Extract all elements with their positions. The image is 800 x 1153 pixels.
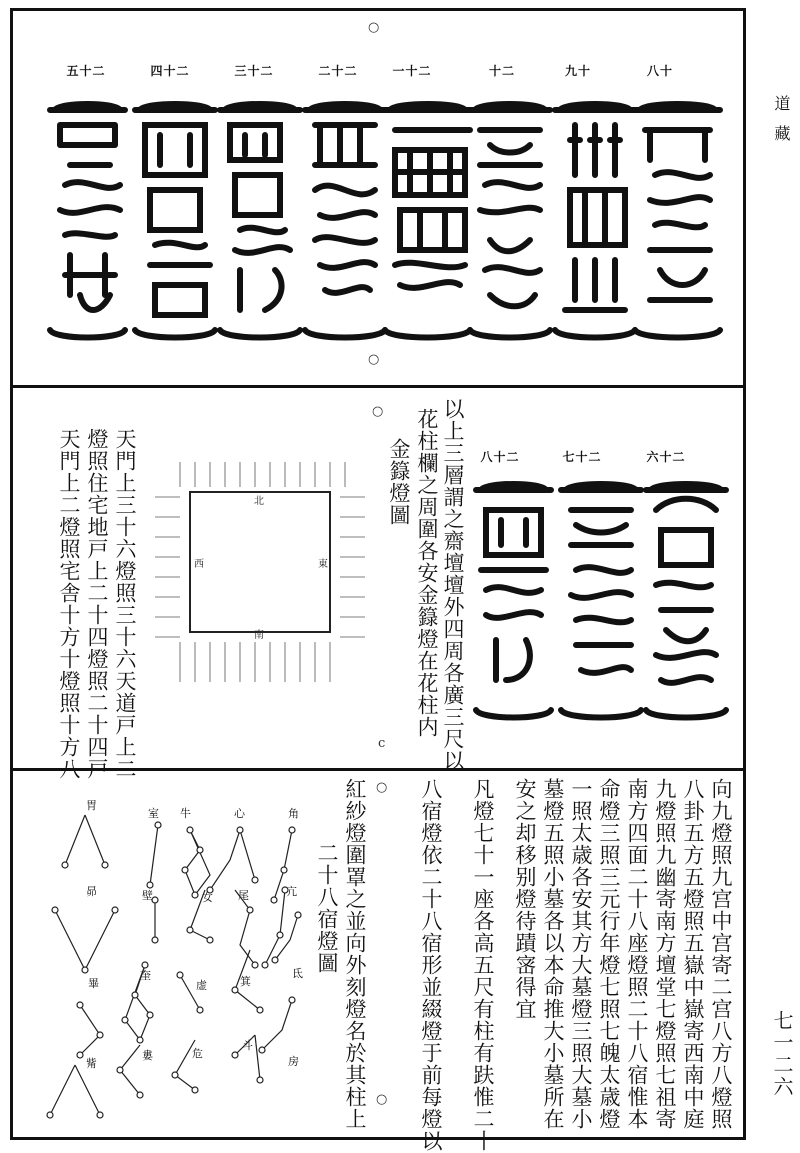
text-column: 向九燈照九宫中宫寄二宫八方八燈照	[709, 778, 733, 1130]
text-column: 安之却移别燈待蹟宻得宜	[513, 778, 537, 1020]
star-label: 斗	[242, 1039, 253, 1052]
text-column: 紅紗燈圍罩之並向外刻燈名於其柱上	[343, 778, 367, 1130]
text-column: 命燈三照三元行年燈七照七魄太歳燈	[597, 778, 621, 1130]
diagram-east-label: 東	[318, 559, 328, 570]
text-column: 墓燈五照小墓各以本命推大小墓所在	[541, 778, 565, 1130]
diagram-title: 金籙燈圖	[387, 438, 411, 526]
constellation-chart	[30, 800, 310, 1120]
diagram-south-label: 南	[254, 630, 264, 641]
talisman-seal	[50, 104, 125, 338]
talisman-seal	[135, 104, 215, 338]
talisman-seal	[385, 104, 470, 338]
text-column: 燈照住宅地戸上二十四燈照二十四戸	[85, 428, 109, 780]
talisman-label: 五十二	[66, 64, 106, 78]
star-label: 畢	[88, 977, 99, 990]
text-column: 天門上三十六燈照三十六天道戸上二	[113, 428, 137, 780]
star-label: 壁	[142, 889, 153, 902]
constellation-lines	[50, 815, 298, 1115]
text-column: 九燈照九幽寄南方壇堂七燈照七祖寄	[653, 778, 677, 1130]
star-label: 尾	[238, 889, 249, 902]
page-number: 七一二六	[770, 1010, 794, 1098]
star-label: 箕	[240, 975, 251, 988]
star-label: 昴	[86, 885, 97, 898]
text-column: 花柱欄之周圍各安金籙燈在花柱内	[415, 408, 439, 738]
star-label: 胃	[86, 799, 97, 812]
talisman-seal	[476, 484, 551, 718]
talisman-seal	[305, 104, 385, 338]
talisman-label: 二十二	[318, 64, 358, 78]
text-column: 凡燈七十一座各高五尺有柱有趺惟二十	[471, 778, 495, 1152]
talisman-seal	[646, 484, 726, 718]
talisman-seal	[470, 104, 550, 338]
star-label: 女	[202, 891, 213, 904]
talisman-label: 九十	[564, 64, 592, 78]
circle-mark: ○	[376, 1092, 388, 1107]
talisman-seal	[220, 104, 300, 338]
star-label: 奎	[140, 969, 151, 982]
diagram-west-label: 西	[194, 559, 204, 570]
star-label: 虚	[196, 979, 207, 992]
star-label: 室	[148, 807, 159, 820]
text-column: 一照太歳各安其方大墓燈三照大墓小	[569, 778, 593, 1130]
star-label: 氐	[292, 967, 303, 980]
talisman-seal	[635, 104, 720, 338]
star-label: 牛	[180, 807, 191, 820]
text-column: 天門上二燈照宅舎十方十燈照十方八	[57, 428, 81, 780]
star-label: 心	[234, 807, 245, 820]
talisman-seal	[555, 104, 635, 338]
text-column: 八卦五方五燈照五嶽中嶽寄西南中庭	[681, 778, 705, 1130]
talisman-seal	[561, 484, 641, 718]
talisman-label: 一十二	[392, 64, 432, 78]
star-label: 角	[288, 807, 299, 820]
diagram-title: 二十八宿燈圖	[315, 842, 339, 974]
talisman-row-2	[466, 470, 736, 740]
book-title: 道藏	[772, 95, 791, 155]
talisman-label: 十二	[488, 64, 516, 78]
talisman-label: 七十二	[562, 450, 602, 464]
diagram-north-label: 北	[254, 496, 264, 507]
circle-mark: ○	[368, 352, 380, 367]
circle-mark: ○	[372, 404, 384, 419]
star-label: 婁	[142, 1049, 153, 1062]
panel-divider-1	[10, 385, 746, 388]
talisman-label: 八十	[646, 64, 674, 78]
text-column: 八宿燈依二十八宿形並綴燈于前每燈以	[419, 778, 443, 1152]
lamp-diagram	[150, 452, 370, 692]
constellation-stars	[47, 822, 301, 1118]
talisman-label: 四十二	[150, 64, 190, 78]
talisman-label: 三十二	[234, 64, 274, 78]
talisman-row-1	[10, 90, 746, 360]
star-label: 觜	[86, 1057, 97, 1070]
text-column: 以上三層謂之齋壇壇外四周各廣三尺以	[441, 398, 465, 772]
circle-mark: c	[378, 736, 386, 751]
talisman-label: 六十二	[646, 450, 686, 464]
star-label: 房	[288, 1055, 299, 1068]
star-label: 危	[192, 1047, 203, 1060]
circle-mark: ○	[368, 20, 380, 35]
talisman-label: 八十二	[480, 450, 520, 464]
star-label: 亢	[286, 885, 297, 898]
text-column: 南方四面二十八座燈照二十八宿惟本	[625, 778, 649, 1130]
circle-mark: ○	[376, 780, 388, 795]
altar-square	[150, 452, 370, 692]
